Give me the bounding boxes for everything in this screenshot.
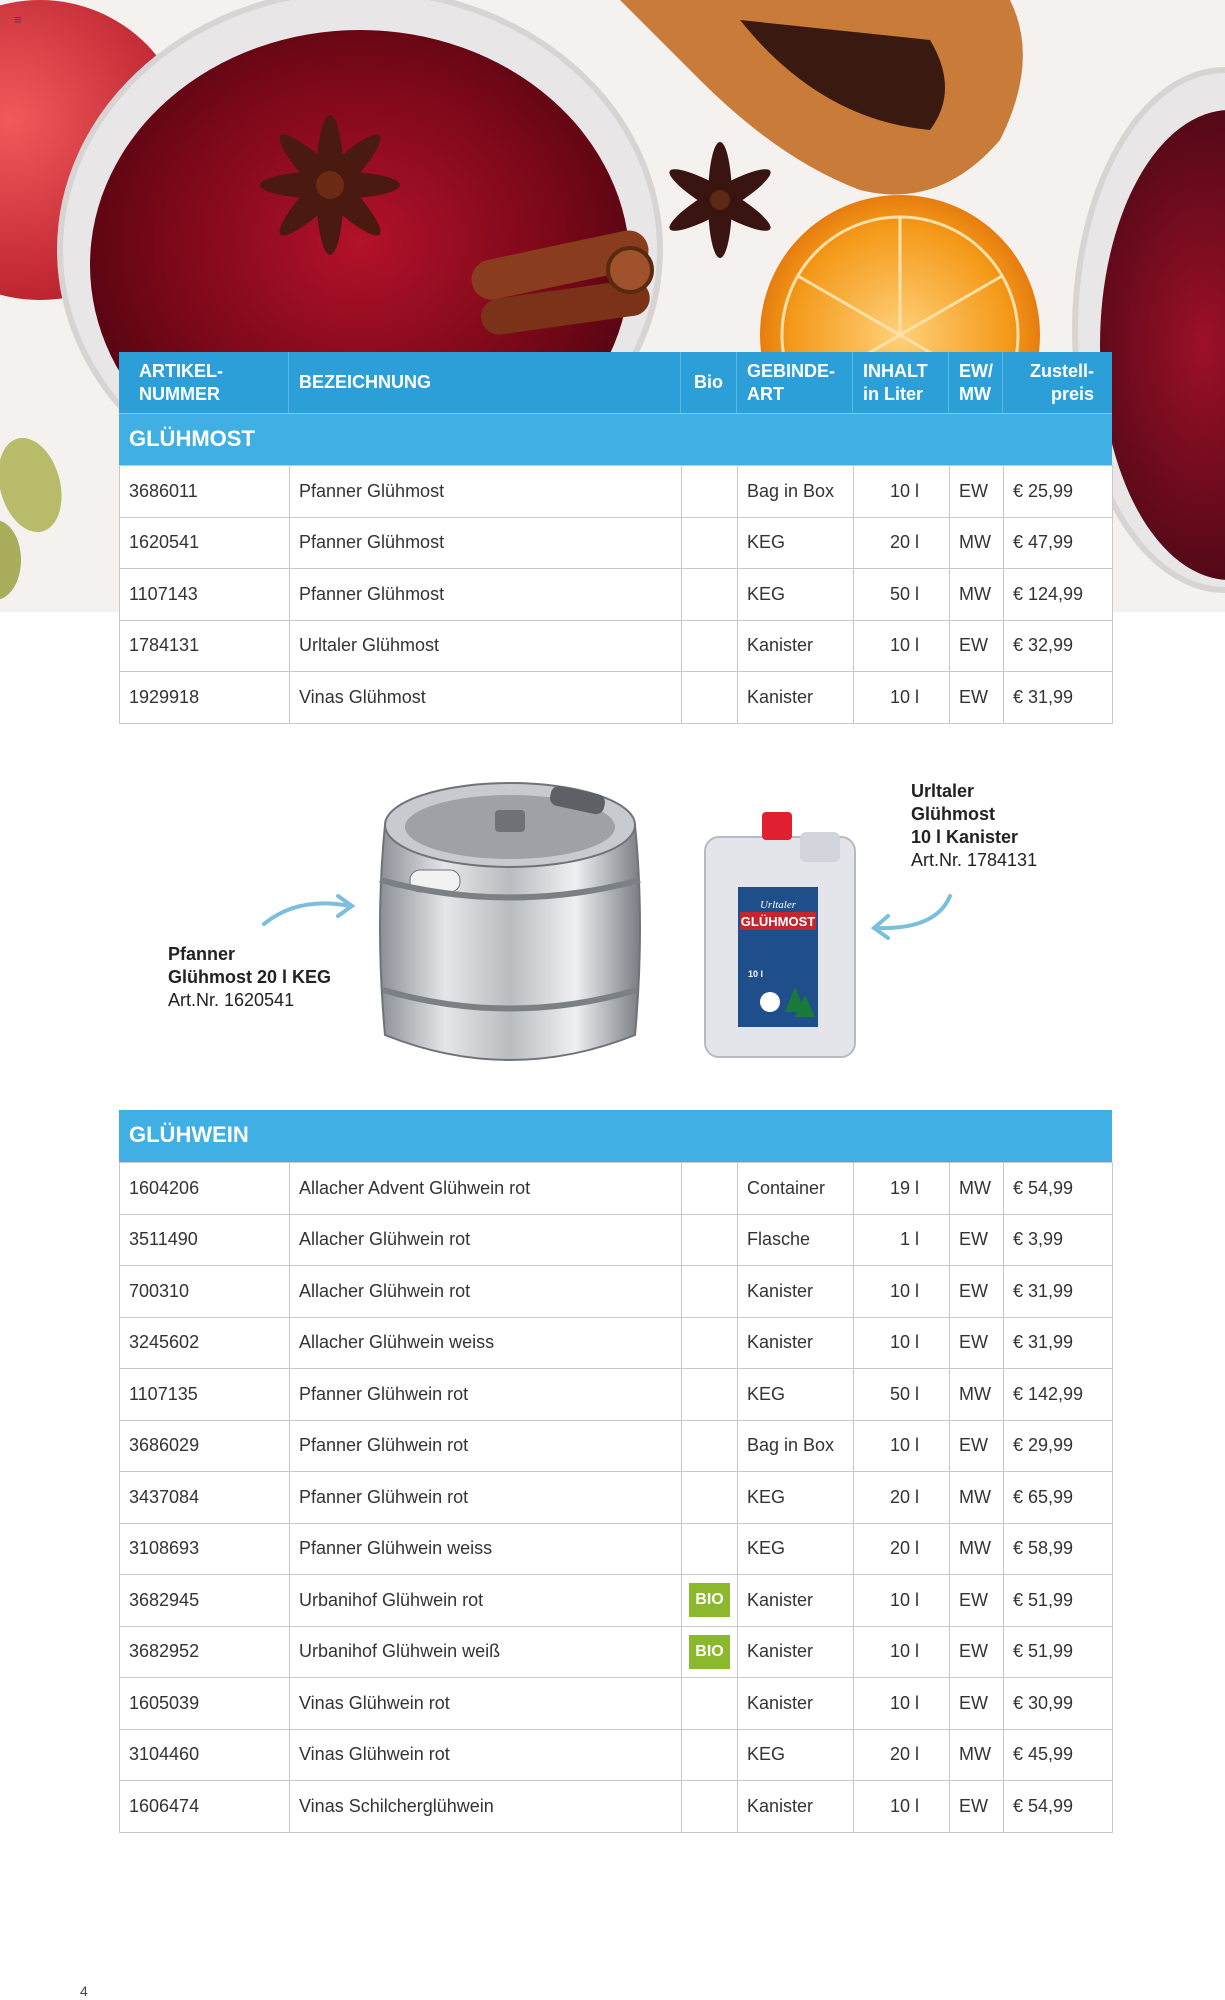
cell-zustellpreis: € 51,99 <box>1004 1575 1113 1627</box>
cell-gebindeart: Container <box>738 1163 854 1215</box>
cell-bio <box>682 569 738 621</box>
cell-zustellpreis: € 124,99 <box>1004 569 1113 621</box>
cell-bezeichnung: Urltaler Glühmost <box>290 620 682 672</box>
arrow-left-icon <box>258 890 358 930</box>
callout-keg-artnr: Art.Nr. 1620541 <box>168 990 295 1010</box>
cell-ewmw: EW <box>950 1317 1004 1369</box>
cell-bezeichnung: Urbanihof Glühwein weiß <box>290 1626 682 1678</box>
cell-inhalt: 10 l <box>854 1575 950 1627</box>
cell-zustellpreis: € 31,99 <box>1004 1266 1113 1318</box>
table-row <box>120 1214 1113 1266</box>
cell-inhalt: 19 l <box>854 1163 950 1215</box>
cell-artikelnummer: 1784131 <box>120 620 290 672</box>
cell-inhalt: 1 l <box>854 1214 950 1266</box>
cell-gebindeart: Kanister <box>738 1266 854 1318</box>
cell-inhalt: 10 l <box>854 1266 950 1318</box>
callout-kanister-name-3: 10 l Kanister <box>911 827 1019 847</box>
cell-gebindeart: Bag in Box <box>738 466 854 518</box>
cell-zustellpreis: € 32,99 <box>1004 620 1113 672</box>
header-artikelnummer: ARTIKEL- NUMMER <box>119 352 289 413</box>
cell-inhalt: 20 l <box>854 1729 950 1781</box>
cell-artikelnummer: 3437084 <box>120 1472 290 1524</box>
table-row <box>120 1420 1113 1472</box>
kanister-image <box>700 812 860 1062</box>
cell-inhalt: 10 l <box>854 672 950 724</box>
cell-bio <box>682 517 738 569</box>
table-row <box>120 620 1113 672</box>
cell-ewmw: MW <box>950 1472 1004 1524</box>
header-gebindeart: GEBINDE- ART <box>737 352 853 413</box>
cell-ewmw: EW <box>950 1781 1004 1833</box>
cell-bio <box>682 1575 738 1627</box>
cell-ewmw: EW <box>950 466 1004 518</box>
cell-artikelnummer: 3108693 <box>120 1523 290 1575</box>
callout-keg-name-1: Pfanner <box>168 944 236 964</box>
cell-artikelnummer: 1929918 <box>120 672 290 724</box>
cell-bezeichnung: Vinas Glühwein rot <box>290 1678 682 1730</box>
cell-ewmw: MW <box>950 1729 1004 1781</box>
hamburger-icon[interactable]: ≡ <box>14 12 22 27</box>
cell-artikelnummer: 700310 <box>120 1266 290 1318</box>
header-ewmw: EW/ MW <box>949 352 1003 413</box>
keg-image <box>365 765 655 1080</box>
cell-zustellpreis: € 30,99 <box>1004 1678 1113 1730</box>
cell-gebindeart: Kanister <box>738 1678 854 1730</box>
cell-bio <box>682 466 738 518</box>
cell-artikelnummer: 3686011 <box>120 466 290 518</box>
cell-bezeichnung: Vinas Glühwein rot <box>290 1729 682 1781</box>
table-row <box>120 1472 1113 1524</box>
cell-ewmw: MW <box>950 1523 1004 1575</box>
cell-zustellpreis: € 54,99 <box>1004 1781 1113 1833</box>
cell-ewmw: EW <box>950 1214 1004 1266</box>
cell-ewmw: EW <box>950 1420 1004 1472</box>
cell-artikelnummer: 3682952 <box>120 1626 290 1678</box>
cell-bezeichnung: Pfanner Glühwein weiss <box>290 1523 682 1575</box>
cell-gebindeart: Bag in Box <box>738 1420 854 1472</box>
cell-bio <box>682 1729 738 1781</box>
cell-zustellpreis: € 29,99 <box>1004 1420 1113 1472</box>
cell-inhalt: 10 l <box>854 466 950 518</box>
cell-inhalt: 20 l <box>854 517 950 569</box>
cell-inhalt: 10 l <box>854 1781 950 1833</box>
arrow-right-icon <box>866 890 956 940</box>
cell-bezeichnung: Pfanner Glühmost <box>290 569 682 621</box>
cell-bezeichnung: Pfanner Glühmost <box>290 466 682 518</box>
cell-bio <box>682 1472 738 1524</box>
cell-gebindeart: Kanister <box>738 1626 854 1678</box>
cell-ewmw: EW <box>950 620 1004 672</box>
callout-kanister-name-1: Urltaler <box>911 781 975 801</box>
table-row <box>120 1163 1113 1215</box>
bio-badge: BIO <box>689 1635 729 1669</box>
cell-inhalt: 10 l <box>854 620 950 672</box>
callout-keg-name-2: Glühmost 20 l KEG <box>168 967 332 987</box>
cell-zustellpreis: € 65,99 <box>1004 1472 1113 1524</box>
header-bio: Bio <box>681 352 737 413</box>
cell-ewmw: MW <box>950 1163 1004 1215</box>
callout-keg <box>168 943 331 1012</box>
cell-inhalt: 20 l <box>854 1472 950 1524</box>
cell-bezeichnung: Allacher Glühwein rot <box>290 1266 682 1318</box>
cell-gebindeart: KEG <box>738 1729 854 1781</box>
cell-artikelnummer: 1107135 <box>120 1369 290 1421</box>
cell-gebindeart: KEG <box>738 1472 854 1524</box>
table-row <box>120 1678 1113 1730</box>
bio-badge: BIO <box>689 1583 729 1617</box>
cell-gebindeart: Kanister <box>738 672 854 724</box>
cell-ewmw: EW <box>950 1575 1004 1627</box>
cell-zustellpreis: € 47,99 <box>1004 517 1113 569</box>
cell-artikelnummer: 1107143 <box>120 569 290 621</box>
cell-zustellpreis: € 31,99 <box>1004 672 1113 724</box>
cell-ewmw: MW <box>950 517 1004 569</box>
cell-artikelnummer: 3245602 <box>120 1317 290 1369</box>
cell-bezeichnung: Allacher Glühwein weiss <box>290 1317 682 1369</box>
cell-zustellpreis: € 25,99 <box>1004 466 1113 518</box>
cell-bio <box>682 1626 738 1678</box>
header-bezeichnung: BEZEICHNUNG <box>289 352 681 413</box>
cell-bio <box>682 672 738 724</box>
cell-ewmw: EW <box>950 1626 1004 1678</box>
header-zustellpreis: Zustell- preis <box>1029 361 1094 404</box>
kanister-label-volume: 10 l <box>748 969 764 979</box>
cell-zustellpreis: € 142,99 <box>1004 1369 1113 1421</box>
cell-inhalt: 20 l <box>854 1523 950 1575</box>
callout-kanister <box>911 780 1037 872</box>
cell-bio <box>682 1420 738 1472</box>
cell-ewmw: MW <box>950 1369 1004 1421</box>
cell-artikelnummer: 1605039 <box>120 1678 290 1730</box>
cell-gebindeart: KEG <box>738 1523 854 1575</box>
page-number: 4 <box>80 1983 88 1999</box>
cell-bio <box>682 1523 738 1575</box>
cell-bezeichnung: Vinas Glühmost <box>290 672 682 724</box>
cell-bezeichnung: Allacher Advent Glühwein rot <box>290 1163 682 1215</box>
cell-gebindeart: Kanister <box>738 1781 854 1833</box>
cell-inhalt: 50 l <box>854 569 950 621</box>
cell-bezeichnung: Vinas Schilcherglühwein <box>290 1781 682 1833</box>
cell-inhalt: 10 l <box>854 1317 950 1369</box>
table-row <box>120 1369 1113 1421</box>
cell-gebindeart: KEG <box>738 1369 854 1421</box>
cell-gebindeart: Kanister <box>738 1575 854 1627</box>
callout-kanister-artnr: Art.Nr. 1784131 <box>911 850 1038 870</box>
cell-bio <box>682 1214 738 1266</box>
cell-zustellpreis: € 58,99 <box>1004 1523 1113 1575</box>
cell-artikelnummer: 1620541 <box>120 517 290 569</box>
table-row <box>120 1626 1113 1678</box>
cell-zustellpreis: € 3,99 <box>1004 1214 1113 1266</box>
cell-bezeichnung: Pfanner Glühmost <box>290 517 682 569</box>
table-row <box>120 1781 1113 1833</box>
table-row <box>120 672 1113 724</box>
cell-zustellpreis: € 45,99 <box>1004 1729 1113 1781</box>
cell-zustellpreis: € 31,99 <box>1004 1317 1113 1369</box>
table-row <box>120 1729 1113 1781</box>
cell-bezeichnung: Allacher Glühwein rot <box>290 1214 682 1266</box>
cell-bio <box>682 1317 738 1369</box>
cell-artikelnummer: 1606474 <box>120 1781 290 1833</box>
cell-ewmw: EW <box>950 1266 1004 1318</box>
cell-bio <box>682 1781 738 1833</box>
cell-artikelnummer: 3511490 <box>120 1214 290 1266</box>
table-row <box>120 1575 1113 1627</box>
cell-ewmw: EW <box>950 672 1004 724</box>
table-row <box>120 1523 1113 1575</box>
cell-gebindeart: Kanister <box>738 620 854 672</box>
cell-bio <box>682 1369 738 1421</box>
cell-artikelnummer: 3686029 <box>120 1420 290 1472</box>
table-header <box>119 352 1112 413</box>
cell-bezeichnung: Urbanihof Glühwein rot <box>290 1575 682 1627</box>
gluehwein-table <box>119 1162 1113 1833</box>
callout-kanister-name-2: Glühmost <box>911 804 995 824</box>
cell-inhalt: 10 l <box>854 1420 950 1472</box>
table-row <box>120 569 1113 621</box>
table-row <box>120 1317 1113 1369</box>
section-title-gluehwein: GLÜHWEIN <box>119 1110 1112 1162</box>
cell-gebindeart: KEG <box>738 517 854 569</box>
header-inhalt: INHALT in Liter <box>853 352 949 413</box>
cell-ewmw: MW <box>950 569 1004 621</box>
section-title-gluehmost: GLÜHMOST <box>119 413 1112 465</box>
cell-zustellpreis: € 51,99 <box>1004 1626 1113 1678</box>
cell-bezeichnung: Pfanner Glühwein rot <box>290 1420 682 1472</box>
cell-bio <box>682 1678 738 1730</box>
cell-ewmw: EW <box>950 1678 1004 1730</box>
cell-artikelnummer: 3104460 <box>120 1729 290 1781</box>
cell-bio <box>682 1266 738 1318</box>
cell-inhalt: 50 l <box>854 1369 950 1421</box>
cell-bezeichnung: Pfanner Glühwein rot <box>290 1472 682 1524</box>
cell-inhalt: 10 l <box>854 1678 950 1730</box>
table-row <box>120 466 1113 518</box>
cell-gebindeart: KEG <box>738 569 854 621</box>
kanister-label-title: GLÜHMOST <box>740 914 816 929</box>
table-row <box>120 1266 1113 1318</box>
cell-gebindeart: Flasche <box>738 1214 854 1266</box>
kanister-label-brand: Urltaler <box>759 899 797 911</box>
cell-bio <box>682 1163 738 1215</box>
cell-bio <box>682 620 738 672</box>
cell-artikelnummer: 3682945 <box>120 1575 290 1627</box>
table-row <box>120 517 1113 569</box>
cell-zustellpreis: € 54,99 <box>1004 1163 1113 1215</box>
cell-artikelnummer: 1604206 <box>120 1163 290 1215</box>
cell-gebindeart: Kanister <box>738 1317 854 1369</box>
gluehmost-table <box>119 465 1113 724</box>
cell-inhalt: 10 l <box>854 1626 950 1678</box>
cell-bezeichnung: Pfanner Glühwein rot <box>290 1369 682 1421</box>
